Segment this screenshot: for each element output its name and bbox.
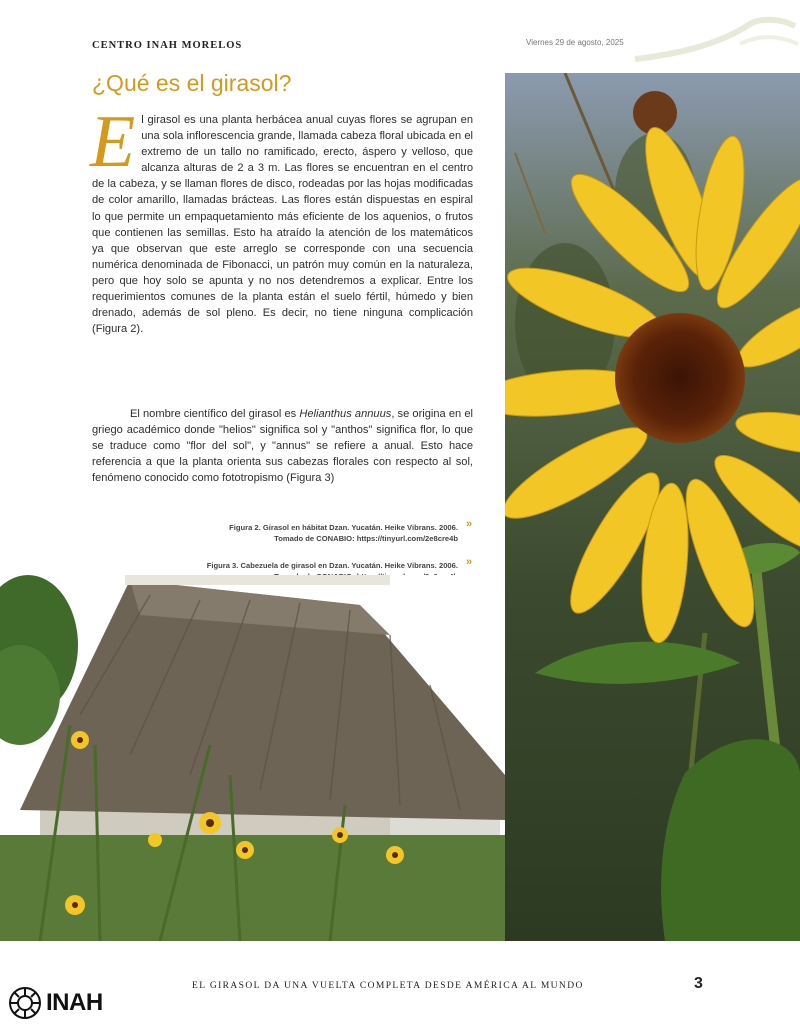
- figure-2-caption: [229, 522, 458, 544]
- sunflower-photo: [505, 73, 800, 941]
- paragraph-1-text: l girasol es una planta herbácea anual cuyas flores se agrupan en una sola inflorescencia grande, llamada cabeza floral ubicada en el extremo de un tallo no ramificado, erecto, áspero y velloso, que alcanza alturas de 2 a 3 m. Las flores se encuentran en el centro de la cabeza, y se llaman flores de disco, rodeadas por las hojas modificadas de color amarillo, llamadas brácteas. Las flores están dispuestas en espiral lo que permite un empaquetamiento más eficiente de los aquenios, o frutos que contienen las semillas. Esto ha atraído la atención de los matemáticos ya que observan que este arreglo se corresponde con una secuencia numérica denominada de Fibonacci, un patrón muy común en la naturaleza, pero que hoy solo se apunta y no nos detendremos a explicar. Entre los requerimientos comunes de la planta están el suelo fértil, húmedo y bien drenado, además de sol pleno. Es decir, no tiene ninguna complicación (Figura 2).: [92, 114, 473, 336]
- inah-logo: [8, 986, 103, 1020]
- drop-cap: E: [90, 101, 136, 183]
- paragraph-2-rest: , se origina en el griego académico donde "helios" significa sol y "anthos" significa flor, lo que se traduce como "flor del sol", y "annus" se refiere a anual. Esto hace referencia a que la planta orienta sus cabezas florales con respecto al sol, fenómeno conocido como fototropismo (Figura 3): [92, 408, 473, 485]
- article-paragraph-1: [90, 101, 473, 337]
- section-header: CENTRO INAH MORELOS: [92, 40, 243, 51]
- page-number: 3: [694, 975, 703, 992]
- paragraph-2-intro: El nombre científico del girasol es: [130, 408, 300, 420]
- chevron-right-icon: »: [466, 556, 473, 568]
- caption-line: Figura 2. Girasol en hábitat Dzan. Yucatán. Heike Vibrans. 2006.: [229, 523, 458, 532]
- logo-wordmark: INAH: [46, 989, 103, 1016]
- thatched-house-photo: [0, 575, 505, 941]
- inah-emblem-icon: [8, 986, 42, 1020]
- caption-line: Figura 3. Cabezuela de girasol en Dzan. Yucatán. Heike Vibrans. 2006.: [206, 561, 458, 570]
- scientific-name: Helianthus annuus: [299, 408, 392, 420]
- caption-source: Tomado de CONABIO: https://tinyurl.com/2e8cre4b: [274, 534, 458, 543]
- article-title: ¿Qué es el girasol?: [92, 70, 292, 96]
- chevron-right-icon: »: [466, 518, 473, 530]
- decorative-swirl: [630, 14, 800, 64]
- issue-date: Viernes 29 de agosto, 2025: [526, 38, 624, 47]
- footer-tagline: EL GIRASOL DA UNA VUELTA COMPLETA DESDE AMÉRICA AL MUNDO: [192, 981, 584, 991]
- article-paragraph-2: [92, 406, 473, 486]
